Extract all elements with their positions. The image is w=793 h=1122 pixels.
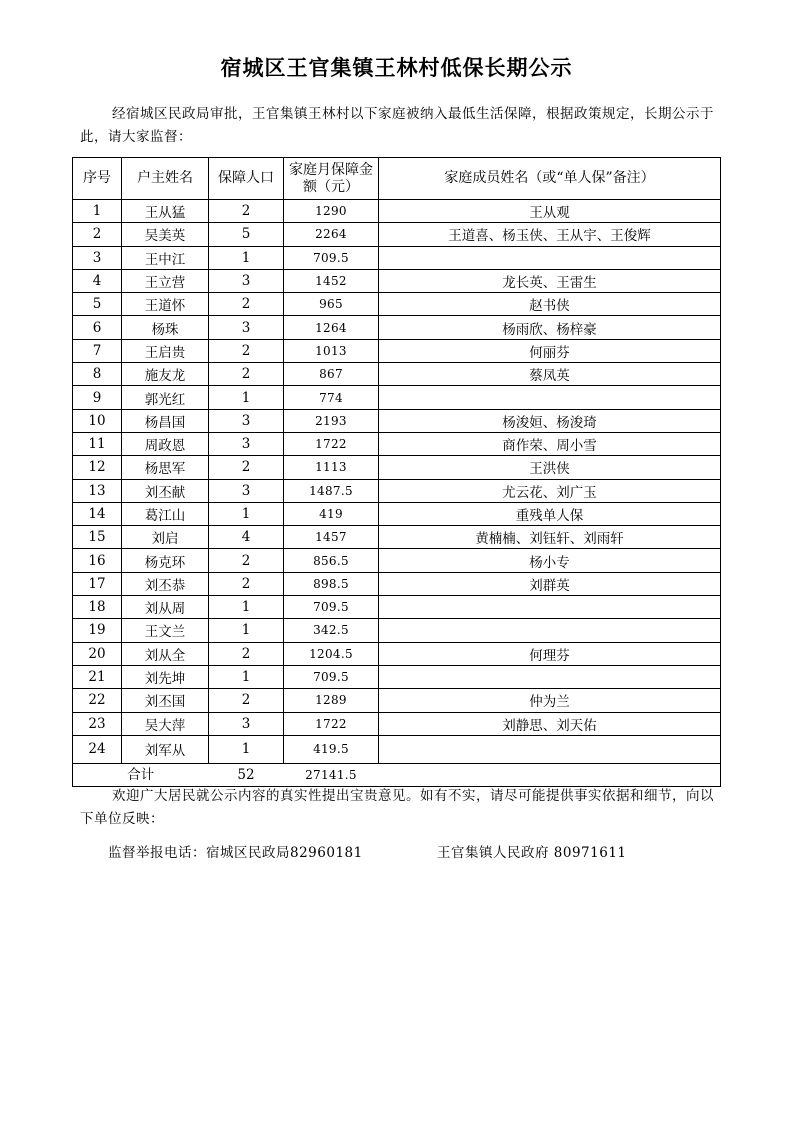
cell-household-head: 刘丕恭 — [122, 572, 209, 595]
cell-covered-people: 2 — [209, 572, 284, 595]
cell-covered-people: 2 — [209, 642, 284, 665]
cell-covered-people: 3 — [209, 269, 284, 292]
cell-monthly-amount: 856.5 — [284, 549, 379, 572]
cell-index: 3 — [73, 246, 122, 269]
header-household-head: 户主姓名 — [122, 158, 209, 200]
cell-family-members: 王从观 — [379, 200, 721, 223]
cell-household-head: 吴美英 — [122, 223, 209, 246]
cell-monthly-amount: 2193 — [284, 409, 379, 432]
cell-household-head: 杨昌国 — [122, 409, 209, 432]
cell-index: 10 — [73, 409, 122, 432]
cell-index: 20 — [73, 642, 122, 665]
cell-family-members: 尤云花、刘广玉 — [379, 479, 721, 502]
cell-covered-people: 1 — [209, 246, 284, 269]
cell-household-head: 吴大萍 — [122, 712, 209, 735]
table-row — [73, 456, 721, 479]
cell-monthly-amount: 709.5 — [284, 665, 379, 688]
cell-family-members — [379, 246, 721, 269]
cell-family-members: 蔡凤英 — [379, 363, 721, 386]
table-row — [73, 502, 721, 525]
cell-index: 19 — [73, 619, 122, 642]
total-empty — [379, 763, 721, 786]
cell-family-members — [379, 596, 721, 619]
header-covered-people: 保障人口 — [209, 158, 284, 200]
cell-monthly-amount: 965 — [284, 293, 379, 316]
cell-index: 12 — [73, 456, 122, 479]
cell-monthly-amount: 709.5 — [284, 596, 379, 619]
header-family-members: 家庭成员姓名（或“单人保”备注） — [379, 158, 721, 200]
cell-household-head: 刘从周 — [122, 596, 209, 619]
cell-monthly-amount: 419 — [284, 502, 379, 525]
cell-monthly-amount: 898.5 — [284, 572, 379, 595]
cell-household-head: 王立营 — [122, 269, 209, 292]
cell-household-head: 王文兰 — [122, 619, 209, 642]
cell-covered-people: 3 — [209, 712, 284, 735]
table-row — [73, 316, 721, 339]
cell-household-head: 刘先坤 — [122, 665, 209, 688]
cell-index: 2 — [73, 223, 122, 246]
table-row — [73, 223, 721, 246]
cell-covered-people: 5 — [209, 223, 284, 246]
cell-household-head: 王启贵 — [122, 339, 209, 362]
cell-covered-people: 2 — [209, 549, 284, 572]
cell-family-members: 王洪侠 — [379, 456, 721, 479]
cell-covered-people: 1 — [209, 596, 284, 619]
table-row — [73, 735, 721, 763]
cell-monthly-amount: 1457 — [284, 526, 379, 549]
cell-monthly-amount: 774 — [284, 386, 379, 409]
cell-covered-people: 3 — [209, 409, 284, 432]
table-row — [73, 549, 721, 572]
cell-family-members: 杨小专 — [379, 549, 721, 572]
table-row — [73, 363, 721, 386]
total-people: 52 — [209, 763, 284, 786]
contact-town-government: 王官集镇人民政府 80971611 — [437, 845, 627, 861]
cell-family-members — [379, 735, 721, 763]
table-row — [73, 293, 721, 316]
table-row — [73, 619, 721, 642]
cell-index: 9 — [73, 386, 122, 409]
cell-index: 15 — [73, 526, 122, 549]
cell-family-members — [379, 665, 721, 688]
cell-covered-people: 3 — [209, 316, 284, 339]
cell-family-members: 龙长英、王雷生 — [379, 269, 721, 292]
cell-covered-people: 1 — [209, 735, 284, 763]
cell-covered-people: 1 — [209, 386, 284, 409]
cell-family-members: 王道喜、杨玉侠、王从宇、王俊辉 — [379, 223, 721, 246]
cell-family-members: 杨浚姮、杨浚琦 — [379, 409, 721, 432]
cell-family-members: 刘静思、刘天佑 — [379, 712, 721, 735]
total-label: 合计 — [73, 763, 209, 786]
cell-index: 11 — [73, 432, 122, 455]
total-amount: 27141.5 — [284, 763, 379, 786]
cell-index: 14 — [73, 502, 122, 525]
cell-monthly-amount: 1290 — [284, 200, 379, 223]
cell-index: 24 — [73, 735, 122, 763]
total-row — [73, 763, 721, 786]
cell-monthly-amount: 1289 — [284, 689, 379, 712]
cell-monthly-amount: 1013 — [284, 339, 379, 362]
cell-index: 5 — [73, 293, 122, 316]
cell-covered-people: 1 — [209, 502, 284, 525]
cell-index: 13 — [73, 479, 122, 502]
cell-covered-people: 2 — [209, 200, 284, 223]
table-row — [73, 665, 721, 688]
page-title: 宿城区王官集镇王林村低保长期公示 — [220, 55, 573, 80]
cell-covered-people: 2 — [209, 363, 284, 386]
table-row — [73, 246, 721, 269]
cell-household-head: 王从猛 — [122, 200, 209, 223]
cell-family-members: 仲为兰 — [379, 689, 721, 712]
cell-household-head: 杨克环 — [122, 549, 209, 572]
header-index: 序号 — [73, 158, 122, 200]
table-row — [73, 432, 721, 455]
cell-covered-people: 3 — [209, 432, 284, 455]
cell-index: 22 — [73, 689, 122, 712]
cell-index: 4 — [73, 269, 122, 292]
cell-index: 7 — [73, 339, 122, 362]
cell-household-head: 刘丕国 — [122, 689, 209, 712]
table-row — [73, 339, 721, 362]
cell-household-head: 刘军从 — [122, 735, 209, 763]
cell-monthly-amount: 419.5 — [284, 735, 379, 763]
cell-covered-people: 3 — [209, 479, 284, 502]
cell-covered-people: 1 — [209, 665, 284, 688]
cell-family-members — [379, 386, 721, 409]
cell-household-head: 王道怀 — [122, 293, 209, 316]
cell-index: 18 — [73, 596, 122, 619]
cell-monthly-amount: 2264 — [284, 223, 379, 246]
cell-monthly-amount: 1722 — [284, 432, 379, 455]
table-row — [73, 409, 721, 432]
cell-index: 23 — [73, 712, 122, 735]
cell-covered-people: 1 — [209, 619, 284, 642]
cell-household-head: 杨思军 — [122, 456, 209, 479]
table-row — [73, 200, 721, 223]
cell-household-head: 刘丕献 — [122, 479, 209, 502]
cell-monthly-amount: 1452 — [284, 269, 379, 292]
cell-household-head: 刘启 — [122, 526, 209, 549]
cell-household-head: 王中江 — [122, 246, 209, 269]
cell-covered-people: 2 — [209, 339, 284, 362]
cell-monthly-amount: 342.5 — [284, 619, 379, 642]
cell-household-head: 刘从全 — [122, 642, 209, 665]
cell-monthly-amount: 1113 — [284, 456, 379, 479]
recipients-table — [72, 157, 721, 787]
cell-covered-people: 2 — [209, 689, 284, 712]
cell-family-members: 赵书侠 — [379, 293, 721, 316]
header-monthly-amount: 家庭月保障金额（元） — [284, 158, 379, 200]
cell-family-members: 重残单人保 — [379, 502, 721, 525]
intro-paragraph: 经宿城区民政局审批，王官集镇王林村以下家庭被纳入最低生活保障，根据政策规定，长期公示于此，请大家监督： — [80, 106, 714, 145]
cell-household-head: 郭光红 — [122, 386, 209, 409]
cell-monthly-amount: 1487.5 — [284, 479, 379, 502]
cell-covered-people: 2 — [209, 456, 284, 479]
table-row — [73, 386, 721, 409]
cell-monthly-amount: 1264 — [284, 316, 379, 339]
cell-household-head: 施友龙 — [122, 363, 209, 386]
cell-monthly-amount: 867 — [284, 363, 379, 386]
cell-family-members: 何理芬 — [379, 642, 721, 665]
table-row — [73, 596, 721, 619]
cell-index: 17 — [73, 572, 122, 595]
cell-index: 16 — [73, 549, 122, 572]
cell-family-members: 黄楠楠、刘钰轩、刘雨轩 — [379, 526, 721, 549]
cell-index: 21 — [73, 665, 122, 688]
cell-family-members: 刘群英 — [379, 572, 721, 595]
contact-civil-affairs: 监督举报电话：宿城区民政局82960181 — [108, 845, 363, 861]
cell-family-members: 杨雨欣、杨梓豪 — [379, 316, 721, 339]
cell-index: 6 — [73, 316, 122, 339]
cell-household-head: 杨珠 — [122, 316, 209, 339]
table-row — [73, 526, 721, 549]
table-header-row — [73, 158, 721, 200]
cell-monthly-amount: 1204.5 — [284, 642, 379, 665]
closing-paragraph: 欢迎广大居民就公示内容的真实性提出宝贵意见。如有不实，请尽可能提供事实依据和细节，向以下单位反映： — [80, 788, 714, 827]
cell-household-head: 周政恩 — [122, 432, 209, 455]
cell-index: 1 — [73, 200, 122, 223]
table-row — [73, 479, 721, 502]
cell-monthly-amount: 1722 — [284, 712, 379, 735]
cell-index: 8 — [73, 363, 122, 386]
table-row — [73, 689, 721, 712]
cell-family-members — [379, 619, 721, 642]
cell-monthly-amount: 709.5 — [284, 246, 379, 269]
table-row — [73, 712, 721, 735]
table-row — [73, 572, 721, 595]
cell-family-members: 商作荣、周小雪 — [379, 432, 721, 455]
table-row — [73, 269, 721, 292]
cell-covered-people: 2 — [209, 293, 284, 316]
cell-covered-people: 4 — [209, 526, 284, 549]
cell-family-members: 何丽芬 — [379, 339, 721, 362]
cell-household-head: 葛江山 — [122, 502, 209, 525]
table-row — [73, 642, 721, 665]
